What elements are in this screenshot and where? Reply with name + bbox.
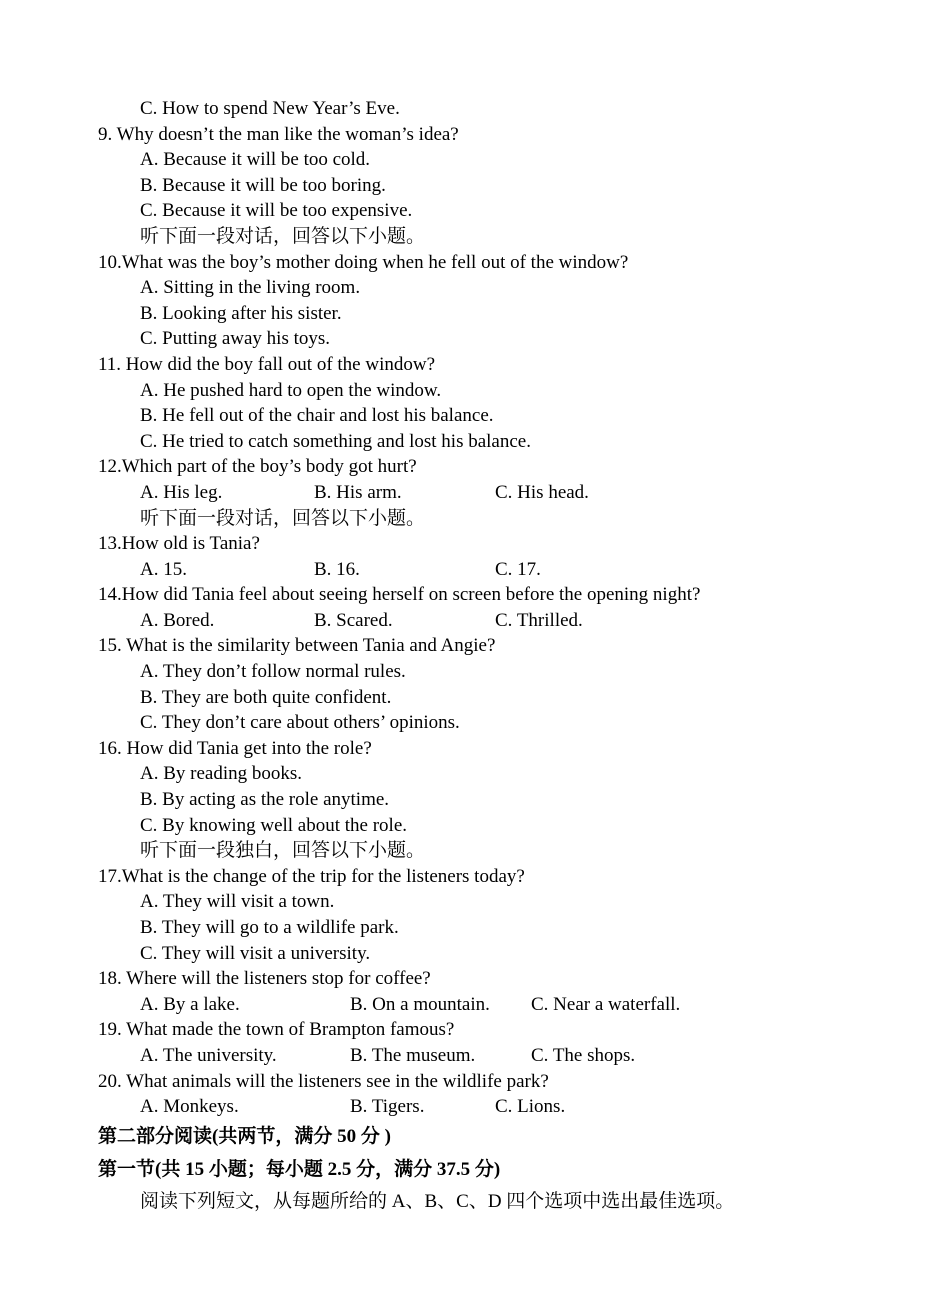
option-12c: C. His head.: [495, 481, 589, 503]
question-14: 14.How did Tania feel about seeing herself on screen before the opening night?: [98, 584, 701, 606]
options-row-18: [0, 992, 950, 1018]
options-row-19: [0, 1043, 950, 1069]
option-16a: A. By reading books.: [140, 763, 303, 785]
options-row-12: [0, 480, 950, 506]
option-18c: C. Near a waterfall.: [531, 993, 681, 1015]
options-row-14: [0, 608, 950, 634]
question-13: 13.How old is Tania?: [98, 533, 260, 555]
option-17c: C. They will visit a university.: [140, 942, 371, 964]
option-19b: B. The museum.: [350, 1044, 476, 1066]
option-17a: A. They will visit a town.: [140, 891, 335, 913]
question-19: 19. What made the town of Brampton famous?: [98, 1019, 455, 1041]
options-row-20: [0, 1094, 950, 1120]
question-11: 11. How did the boy fall out of the window?: [98, 353, 436, 375]
question-15: 15. What is the similarity between Tania and Angie?: [98, 635, 496, 657]
reading-instruction: 阅读下列短文，从每题所给的 A、B、C、D 四个选项中选出最佳选项。: [140, 1190, 735, 1212]
question-18: 18. Where will the listeners stop for coffee?: [98, 968, 431, 990]
option-20c: C. Lions.: [495, 1096, 566, 1118]
question-16: 16. How did Tania get into the role?: [98, 737, 372, 759]
option-20a: A. Monkeys.: [140, 1096, 239, 1118]
part-two-heading: 第二部分阅读(共两节，满分 50 分 ): [98, 1125, 391, 1147]
option-10c: C. Putting away his toys.: [140, 328, 331, 350]
question-12: 12.Which part of the boy’s body got hurt?: [98, 456, 417, 478]
option-17b: B. They will go to a wildlife park.: [140, 917, 399, 938]
option-16b: B. By acting as the role anytime.: [140, 789, 390, 811]
option-18a: A. By a lake.: [140, 993, 240, 1015]
option-12a: A. His leg.: [140, 481, 223, 503]
option-11c: C. He tried to catch something and lost his balance.: [140, 430, 531, 452]
option-9a: A. Because it will be too cold.: [140, 149, 371, 171]
option-14b: B. Scared.: [314, 609, 393, 631]
option-19a: A. The university.: [140, 1044, 277, 1066]
option-8c: C. How to spend New Year’s Eve.: [140, 98, 400, 119]
section-one-heading: 第一节(共 15 小题；每小题 2.5 分，满分 37.5 分): [98, 1158, 501, 1180]
option-19c: C. The shops.: [531, 1044, 636, 1066]
listening-instruction: 听下面一段独白，回答以下小题。: [140, 840, 426, 862]
option-11b: B. He fell out of the chair and lost his balance.: [140, 405, 494, 427]
question-10: 10.What was the boy’s mother doing when he fell out of the window?: [98, 251, 629, 273]
listening-instruction: 听下面一段对话，回答以下小题。: [140, 507, 426, 529]
option-15a: A. They don’t follow normal rules.: [140, 661, 406, 683]
option-13c: C. 17.: [495, 558, 541, 580]
option-9b: B. Because it will be too boring.: [140, 174, 386, 196]
option-18b: B. On a mountain.: [350, 993, 490, 1015]
option-16c: C. By knowing well about the role.: [140, 814, 408, 836]
option-10b: B. Looking after his sister.: [140, 302, 342, 324]
option-12b: B. His arm.: [314, 481, 402, 503]
question-17: 17.What is the change of the trip for the listeners today?: [98, 865, 525, 887]
listening-instruction: 听下面一段对话，回答以下小题。: [140, 225, 426, 247]
question-9: 9. Why doesn’t the man like the woman’s idea?: [98, 123, 459, 145]
question-20: 20. What animals will the listeners see in the wildlife park?: [98, 1070, 549, 1092]
option-14a: A. Bored.: [140, 609, 215, 631]
options-row-13: [0, 557, 950, 583]
option-10a: A. Sitting in the living room.: [140, 277, 361, 299]
option-11a: A. He pushed hard to open the window.: [140, 379, 442, 401]
option-15b: B. They are both quite confident.: [140, 686, 392, 708]
option-9c: C. Because it will be too expensive.: [140, 200, 413, 222]
option-15c: C. They don’t care about others’ opinions.: [140, 712, 460, 734]
exam-page: [0, 96, 950, 1218]
option-14c: C. Thrilled.: [495, 609, 583, 631]
option-13b: B. 16.: [314, 558, 360, 580]
option-20b: B. Tigers.: [350, 1096, 425, 1118]
option-13a: A. 15.: [140, 558, 187, 580]
